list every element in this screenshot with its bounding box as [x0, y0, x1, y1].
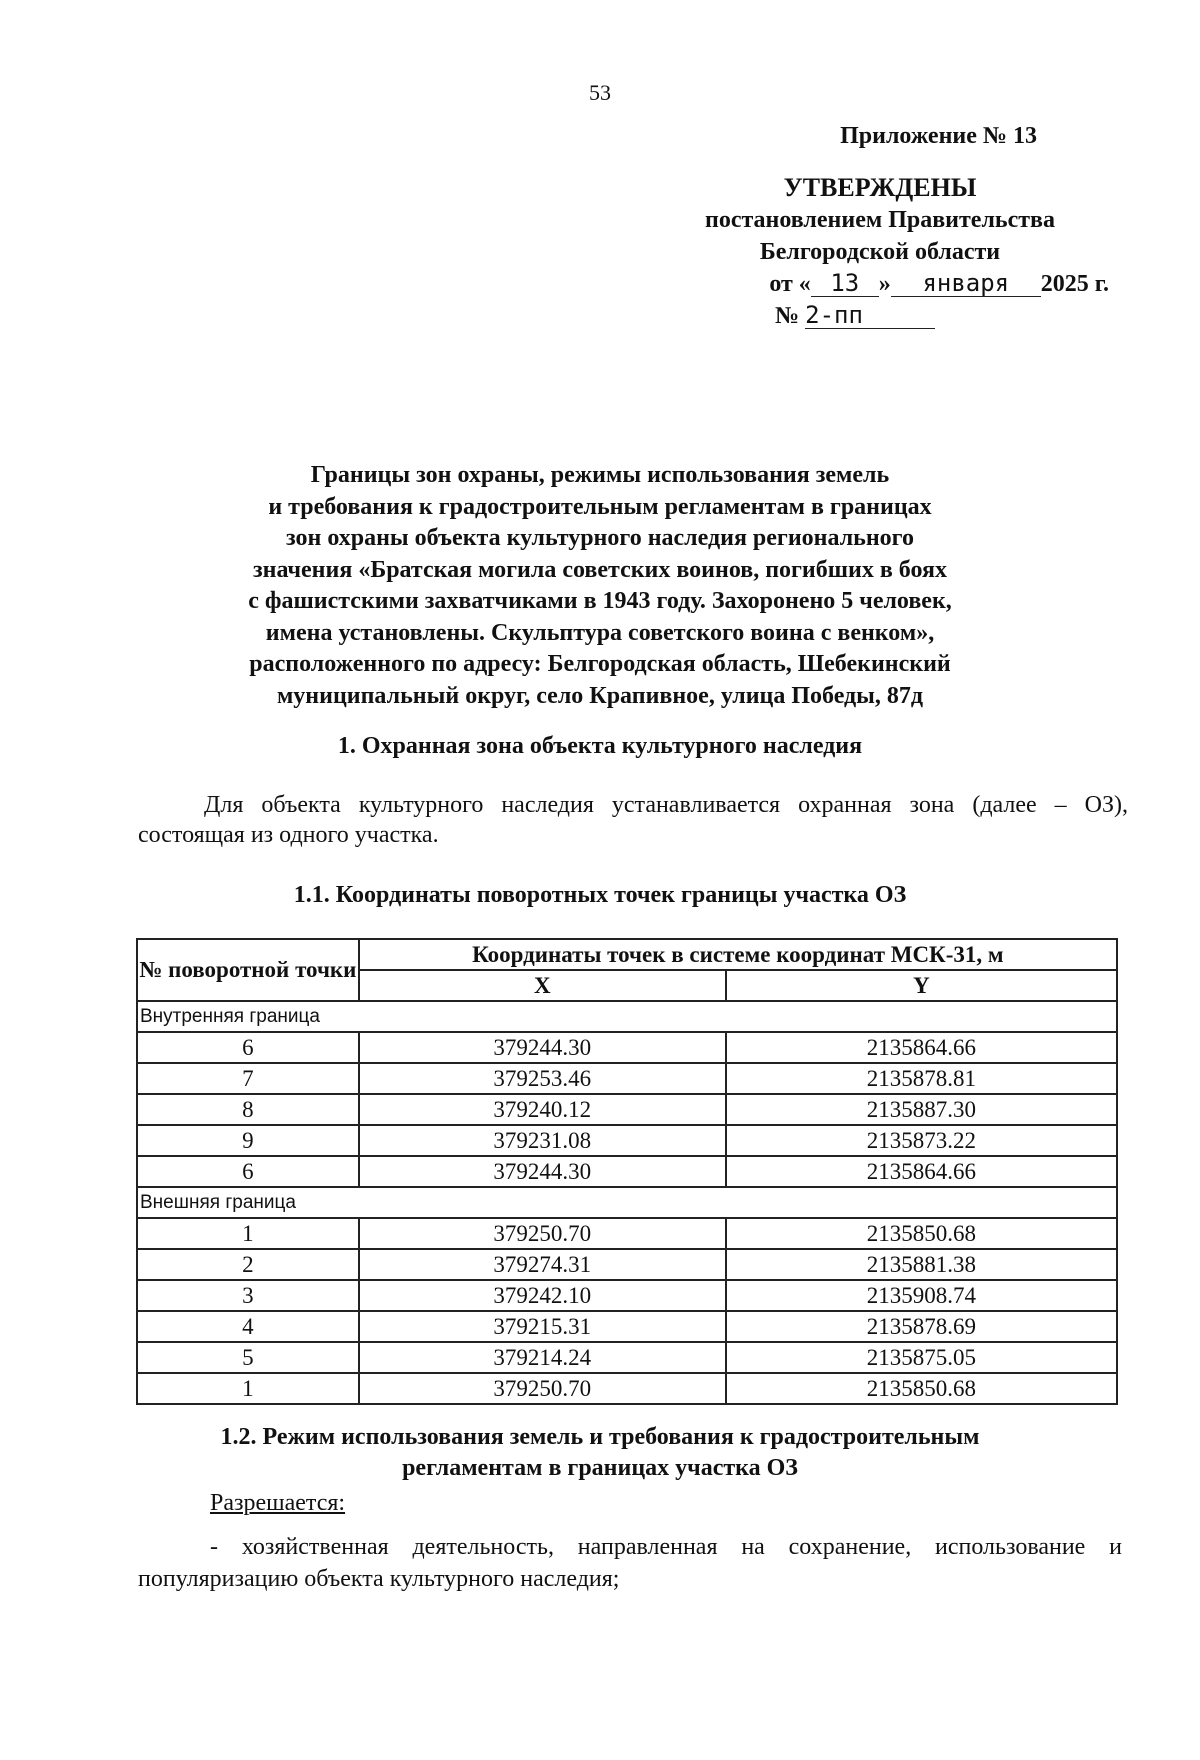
- y-coordinate-cell: 2135850.68: [726, 1373, 1117, 1404]
- table-row: [137, 1218, 1117, 1249]
- inner-boundary-row-label: Внутренняя граница: [137, 1001, 1117, 1032]
- number-value: 2-пп: [805, 302, 935, 329]
- y-coordinate-cell: 2135875.05: [726, 1342, 1117, 1373]
- title-line: зон охраны объекта культурного наследия регионального: [286, 525, 914, 551]
- point-number-cell: 6: [137, 1156, 359, 1187]
- point-number-cell: 8: [137, 1094, 359, 1125]
- date-mid: »: [878, 271, 891, 297]
- outer-boundary-row-label: Внешняя граница: [137, 1187, 1117, 1218]
- x-coordinate-cell: 379231.08: [359, 1125, 726, 1156]
- y-coordinate-cell: 2135878.81: [726, 1063, 1117, 1094]
- header-coordinates: Координаты точек в системе координат МСК-31, м: [359, 939, 1117, 970]
- table-row: [137, 1249, 1117, 1280]
- table-row: [137, 1342, 1117, 1373]
- approval-number: [645, 300, 1115, 332]
- section-1-paragraph: [138, 790, 1128, 850]
- point-number-cell: 6: [137, 1032, 359, 1063]
- section-1-2-heading: [0, 1422, 1200, 1484]
- x-coordinate-cell: 379242.10: [359, 1280, 726, 1311]
- allowed-item-text: - хозяйственная деятельность, направленная на сохранение, использование и популяризацию объекта культурного наследия;: [138, 1534, 1122, 1592]
- appendix-label: Приложение № 13: [840, 123, 1037, 149]
- title-line: имена установлены. Скульптура советского воина с венком»,: [265, 619, 935, 646]
- y-coordinate-cell: 2135881.38: [726, 1249, 1117, 1280]
- allowed-item: [138, 1531, 1122, 1595]
- title-line: и требования к градостроительным регламентам в границах: [268, 493, 932, 520]
- approval-line-1: постановлением Правительства: [704, 207, 1055, 233]
- point-number-cell: 2: [137, 1249, 359, 1280]
- y-coordinate-cell: 2135878.69: [726, 1311, 1117, 1342]
- approved-heading: УТВЕРЖДЕНЫ: [783, 173, 977, 202]
- y-coordinate-cell: 2135850.68: [726, 1218, 1117, 1249]
- title-line: расположенного по адресу: Белгородская область, Шебекинский: [249, 651, 951, 677]
- y-coordinate-cell: 2135887.30: [726, 1094, 1117, 1125]
- x-coordinate-cell: 379240.12: [359, 1094, 726, 1125]
- point-number-cell: 1: [137, 1218, 359, 1249]
- title-line: значения «Братская могила советских воинов, погибших в боях: [252, 556, 948, 583]
- x-coordinate-cell: 379244.30: [359, 1032, 726, 1063]
- table-row: [137, 1373, 1117, 1404]
- x-coordinate-cell: 379244.30: [359, 1156, 726, 1187]
- point-number-cell: 4: [137, 1311, 359, 1342]
- outer-boundary-row: [137, 1187, 1117, 1218]
- approval-date: [645, 268, 1115, 300]
- section-1-1-heading: 1.1. Координаты поворотных точек границы участка ОЗ: [293, 882, 907, 908]
- coordinates-table: [136, 938, 1118, 1405]
- x-coordinate-cell: 379253.46: [359, 1063, 726, 1094]
- table-row: [137, 1094, 1117, 1125]
- section-1-text: Для объекта культурного наследия устанавливается охранная зона (далее – ОЗ), состоящая из одного участка.: [138, 792, 1128, 848]
- point-number-cell: 9: [137, 1125, 359, 1156]
- title-line: муниципальный округ, село Крапивное, улица Победы, 87д: [276, 682, 924, 709]
- title-line: Границы зон охраны, режимы использования земель: [310, 462, 890, 488]
- x-coordinate-cell: 379274.31: [359, 1249, 726, 1280]
- point-number-cell: 7: [137, 1063, 359, 1094]
- table-row: [137, 1311, 1117, 1342]
- point-number-cell: 1: [137, 1373, 359, 1404]
- table-row: [137, 1280, 1117, 1311]
- point-number-cell: 3: [137, 1280, 359, 1311]
- table-row: [137, 1125, 1117, 1156]
- x-coordinate-cell: 379214.24: [359, 1342, 726, 1373]
- y-coordinate-cell: 2135908.74: [726, 1280, 1117, 1311]
- allowed-label: Разрешается:: [210, 1490, 346, 1516]
- approval-line-2: Белгородской области: [759, 239, 1001, 265]
- number-prefix: №: [775, 303, 800, 329]
- header-x: X: [359, 970, 726, 1001]
- page-number: 53: [589, 80, 611, 105]
- table-row: [137, 1032, 1117, 1063]
- date-year: 2025 г.: [1040, 271, 1109, 297]
- approval-block: [645, 120, 1115, 332]
- section-1-heading: 1. Охранная зона объекта культурного наследия: [337, 733, 863, 759]
- y-coordinate-cell: 2135864.66: [726, 1032, 1117, 1063]
- x-coordinate-cell: 379215.31: [359, 1311, 726, 1342]
- x-coordinate-cell: 379250.70: [359, 1373, 726, 1404]
- y-coordinate-cell: 2135864.66: [726, 1156, 1117, 1187]
- table-row: [137, 1156, 1117, 1187]
- y-coordinate-cell: 2135873.22: [726, 1125, 1117, 1156]
- date-day: 13: [811, 270, 879, 297]
- point-number-cell: 5: [137, 1342, 359, 1373]
- inner-boundary-row: [137, 1001, 1117, 1032]
- document-title: [150, 460, 1050, 712]
- title-line: с фашистскими захватчиками в 1943 году. Захоронено 5 человек,: [248, 588, 952, 614]
- header-y: Y: [726, 970, 1117, 1001]
- date-month: января: [891, 270, 1041, 297]
- x-coordinate-cell: 379250.70: [359, 1218, 726, 1249]
- header-point: № поворотной точки: [137, 939, 359, 1001]
- section-1-2-line-1: 1.2. Режим использования земель и требования к градостроительным: [220, 1424, 980, 1450]
- table-row: [137, 1063, 1117, 1094]
- section-1-2-line-2: регламентам в границах участка ОЗ: [402, 1455, 798, 1481]
- date-prefix: от «: [769, 271, 811, 297]
